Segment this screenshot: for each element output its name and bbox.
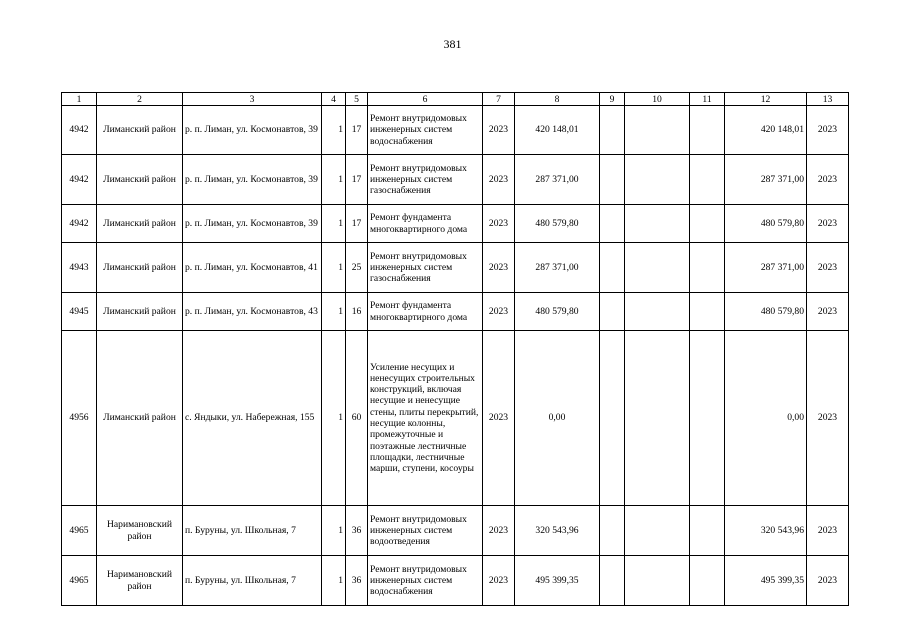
col11-value [690,293,725,331]
column-header: 8 [515,93,600,106]
col11-value [690,205,725,243]
year: 2023 [483,506,515,556]
column-header: 5 [346,93,368,106]
col9-value [600,243,625,293]
col10-value [625,155,690,205]
col4-value: 1 [322,205,346,243]
table-row [62,205,849,243]
table-row [62,331,849,506]
col4-value: 1 [322,331,346,506]
address: р. п. Лиман, ул. Космонавтов, 43 [183,293,322,331]
address: р. п. Лиман, ул. Космонавтов, 39 [183,205,322,243]
district: Наримановский район [97,556,183,606]
register-table [61,92,849,606]
row-id: 4965 [62,556,97,606]
address: р. п. Лиман, ул. Космонавтов, 39 [183,155,322,205]
end-year: 2023 [807,205,849,243]
district: Лиманский район [97,243,183,293]
year: 2023 [483,205,515,243]
col10-value [625,243,690,293]
col12-value: 287 371,00 [725,155,807,205]
end-year: 2023 [807,243,849,293]
col5-value: 36 [346,556,368,606]
col12-value: 287 371,00 [725,243,807,293]
page-number: 381 [443,37,462,51]
end-year: 2023 [807,106,849,155]
district: Лиманский район [97,331,183,506]
district: Лиманский район [97,155,183,205]
address: р. п. Лиман, ул. Космонавтов, 41 [183,243,322,293]
work-type: Ремонт внутридомовых инженерных систем водоснабжения [368,106,483,155]
end-year: 2023 [807,556,849,606]
col10-value [625,331,690,506]
col10-value [625,556,690,606]
col10-value [625,506,690,556]
row-id: 4942 [62,106,97,155]
column-header: 11 [690,93,725,106]
work-type: Ремонт фундамента многоквартирного дома [368,293,483,331]
end-year: 2023 [807,331,849,506]
work-type: Ремонт фундамента многоквартирного дома [368,205,483,243]
col4-value: 1 [322,506,346,556]
col12-value: 480 579,80 [725,205,807,243]
end-year: 2023 [807,155,849,205]
col11-value [690,506,725,556]
total-cost: 287 371,00 [515,243,600,293]
district: Лиманский район [97,205,183,243]
work-type: Ремонт внутридомовых инженерных систем водоснабжения [368,556,483,606]
col12-value: 0,00 [725,331,807,506]
column-header: 6 [368,93,483,106]
district: Наримановский район [97,506,183,556]
end-year: 2023 [807,506,849,556]
col9-value [600,556,625,606]
col4-value: 1 [322,155,346,205]
col4-value: 1 [322,556,346,606]
col11-value [690,243,725,293]
row-id: 4942 [62,205,97,243]
col12-value: 495 399,35 [725,556,807,606]
col9-value [600,293,625,331]
col9-value [600,331,625,506]
year: 2023 [483,293,515,331]
col5-value: 36 [346,506,368,556]
total-cost: 420 148,01 [515,106,600,155]
address: п. Буруны, ул. Школьная, 7 [183,556,322,606]
district: Лиманский район [97,293,183,331]
total-cost: 495 399,35 [515,556,600,606]
col12-value: 420 148,01 [725,106,807,155]
year: 2023 [483,556,515,606]
row-id: 4945 [62,293,97,331]
col12-value: 320 543,96 [725,506,807,556]
column-header: 2 [97,93,183,106]
col5-value: 25 [346,243,368,293]
col11-value [690,556,725,606]
district: Лиманский район [97,106,183,155]
col11-value [690,331,725,506]
table-row [62,506,849,556]
table-row [62,106,849,155]
col5-value: 17 [346,155,368,205]
table-row [62,556,849,606]
column-header: 12 [725,93,807,106]
row-id: 4942 [62,155,97,205]
column-header: 7 [483,93,515,106]
column-header: 1 [62,93,97,106]
address: п. Буруны, ул. Школьная, 7 [183,506,322,556]
table-row [62,155,849,205]
total-cost: 480 579,80 [515,205,600,243]
col10-value [625,205,690,243]
column-header: 13 [807,93,849,106]
col9-value [600,106,625,155]
total-cost: 320 543,96 [515,506,600,556]
work-type: Ремонт внутридомовых инженерных систем водоотведения [368,506,483,556]
total-cost: 287 371,00 [515,155,600,205]
col5-value: 60 [346,331,368,506]
work-type: Ремонт внутридомовых инженерных систем газоснабжения [368,243,483,293]
column-header: 4 [322,93,346,106]
col12-value: 480 579,80 [725,293,807,331]
work-type: Усиление несущих и ненесущих строительных конструкций, включая несущие и ненесущие стены, плиты перекрытий, несущие колонны, промежуточные и поэтажные лестничные площадки, лестничные марши, ступени, косоуры [368,331,483,506]
header-row [62,93,849,106]
year: 2023 [483,155,515,205]
col4-value: 1 [322,243,346,293]
column-header: 3 [183,93,322,106]
table-row [62,293,849,331]
col10-value [625,106,690,155]
total-cost: 0,00 [515,331,600,506]
col5-value: 16 [346,293,368,331]
col9-value [600,205,625,243]
end-year: 2023 [807,293,849,331]
col11-value [690,106,725,155]
year: 2023 [483,106,515,155]
table-row [62,243,849,293]
work-type: Ремонт внутридомовых инженерных систем газоснабжения [368,155,483,205]
column-header: 9 [600,93,625,106]
col9-value [600,506,625,556]
col4-value: 1 [322,293,346,331]
row-id: 4956 [62,331,97,506]
row-id: 4943 [62,243,97,293]
col10-value [625,293,690,331]
col5-value: 17 [346,106,368,155]
col11-value [690,155,725,205]
column-header: 10 [625,93,690,106]
address: р. п. Лиман, ул. Космонавтов, 39 [183,106,322,155]
col5-value: 17 [346,205,368,243]
row-id: 4965 [62,506,97,556]
col4-value: 1 [322,106,346,155]
year: 2023 [483,243,515,293]
col9-value [600,155,625,205]
address: с. Яндыки, ул. Набережная, 155 [183,331,322,506]
year: 2023 [483,331,515,506]
total-cost: 480 579,80 [515,293,600,331]
